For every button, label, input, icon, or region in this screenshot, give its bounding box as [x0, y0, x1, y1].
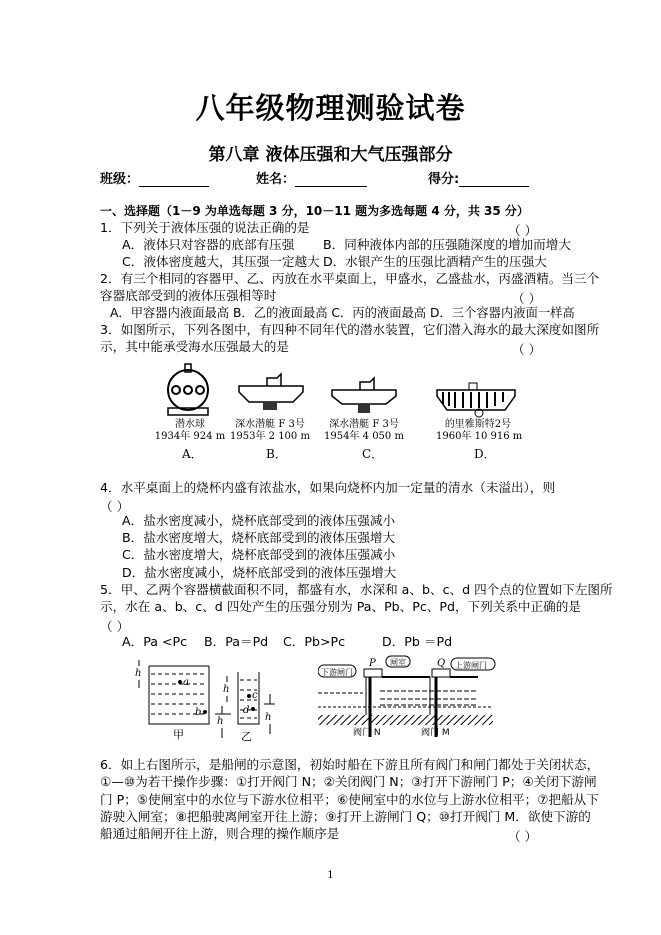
- fig-a-name: 潜水球: [175, 419, 205, 430]
- q4-option-a: A．盐水密度减小，烧杯底部受到的液体压强减小: [122, 513, 396, 528]
- point-d-label: d: [243, 705, 250, 716]
- h-label-jia-top: h: [135, 668, 142, 679]
- q6-line1: 6．如上右图所示，是船闸的示意图，初始时船在下游且所有阀门和闸门都处于关闭状态，: [100, 757, 600, 772]
- q4-answer-paren[interactable]: （ ）: [100, 499, 130, 514]
- q1-stem: 1．下列关于液体压强的说法正确的是: [100, 220, 310, 235]
- score-label: 得分:: [428, 172, 460, 187]
- lock-chamber-label: 闸室: [390, 658, 406, 667]
- q2-options: A．甲容器内液面最高 B．乙的液面最高 C．丙的液面最高 D．三个容器内液面一样高: [110, 306, 575, 320]
- class-field: [100, 168, 209, 187]
- gate-q-label: Q: [437, 658, 446, 669]
- q6-line3: 门 P；⑤使闸室中的水位与下游水位相平；⑥使闸室中的水位与上游水位相平；⑦把船从下: [100, 792, 599, 807]
- page-number: 1: [327, 870, 334, 881]
- h-label-yi-top: h: [223, 684, 230, 695]
- point-a-label: a: [183, 677, 189, 688]
- q5-stem-line2: 示，水在 a、b、c、d 四处产生的压强分别为 Pa、Pb、Pc、Pd，下列关系中正确的是: [100, 599, 581, 614]
- q5-option-d: D．Pb ＝Pd: [382, 634, 453, 649]
- q3-answer-paren[interactable]: （ ）: [512, 342, 542, 357]
- valve-n-label: 阀门 N: [353, 728, 381, 738]
- trieste-figure: [435, 380, 517, 418]
- q1-option-a: A．液体只对容器的底部有压强: [122, 237, 295, 252]
- q6-line4: 游驶入闸室；⑧把船驶离闸室开往上游；⑨打开上游闸门 Q；⑩打开阀门 M．欲使下游的: [100, 809, 591, 824]
- fig-c-info: 1954年 4 050 m: [324, 431, 404, 442]
- name-label: 姓名：: [256, 172, 296, 187]
- fig-a-label: A．: [182, 447, 203, 461]
- point-c-label: c: [252, 690, 258, 701]
- submarine-f3-1953-figure: [237, 372, 305, 416]
- fig-c-label: C．: [362, 447, 384, 461]
- q2-stem-line1: 2．有三个相同的容器甲、乙、丙放在水平桌面上，甲盛水，乙盛盐水，丙盛酒精。当三个: [100, 271, 600, 286]
- q5-option-b: B．Pa＝Pd: [204, 634, 269, 649]
- fig-b-label: B．: [266, 447, 287, 461]
- q3-stem-line1: 3．如图所示，下列各图中，有四种不同年代的潜水装置，它们潜入海水的最大深度如图所: [100, 322, 600, 337]
- section-heading: 一、选择题（1－9 为单选每题 3 分，10－11 题为多选每题 4 分，共 35 分）: [100, 204, 529, 218]
- chapter-subtitle: 第八章 液体压强和大气压强部分: [208, 145, 453, 165]
- q1-option-d: D．水银产生的压强比酒精产生的压强大: [323, 254, 547, 269]
- fig-a-caption: [150, 419, 230, 443]
- fig-c-name: 深水潜艇 F 3号: [329, 419, 399, 430]
- gate-p-label: P: [369, 658, 376, 669]
- q2-stem-line2: 容器底部受到的液体压强相等时: [100, 288, 277, 303]
- upstream-gate-label: 上游闸门: [455, 661, 487, 670]
- q2-answer-paren[interactable]: （ ）: [512, 291, 542, 306]
- q6-line5: 船通过船闸开往上游，则合理的操作顺序是: [100, 826, 340, 841]
- fig-d-info: 1960年 10 916 m: [436, 431, 523, 442]
- fig-c-caption: [324, 419, 404, 443]
- h-label-yi-bottom: h: [265, 712, 272, 723]
- name-blank[interactable]: [295, 174, 367, 187]
- q4-option-c: C．盐水密度增大，烧杯底部受到的液体压强减小: [122, 547, 396, 562]
- point-b-label: b: [195, 707, 202, 718]
- class-label: 班级：: [100, 172, 140, 187]
- q4-option-d: D．盐水密度减小，烧杯底部受到的液体压强增大: [122, 565, 397, 580]
- bathysphere-figure: [160, 362, 220, 417]
- name-field: [256, 168, 367, 187]
- fig-b-name: 深水潜艇 F 3号: [235, 419, 305, 430]
- fig-d-name: 的里雅斯特2号: [444, 419, 512, 430]
- q6-line2: ①—⑩为若干操作步骤：①打开阀门 N；②关闭阀门 N；③打开下游闸门 P；④关闭下游闸: [100, 774, 597, 789]
- page-title: 八年级物理测验试卷: [195, 91, 466, 125]
- q5-option-a: A．Pa <Pc: [122, 634, 188, 649]
- q5-stem-line1: 5．甲、乙两个容器横截面积不同，都盛有水，水深和 a、b、c、d 四个点的位置如下左图所: [100, 582, 613, 597]
- fig-d-label: D．: [474, 447, 496, 461]
- valve-m-label: 阀门 M: [421, 728, 450, 738]
- q3-stem-line2: 示，其中能承受海水压强最大的是: [100, 339, 289, 354]
- submarine-f3-1954-figure: [330, 376, 398, 416]
- containers-jia-yi-figure: [135, 658, 285, 748]
- fig-d-caption: [436, 419, 523, 443]
- q1-option-c: C．液体密度越大，其压强一定越大: [122, 254, 320, 269]
- fig-b-info: 1953年 2 100 m: [230, 431, 310, 442]
- q4-option-b: B．盐水密度增大，烧杯底部受到的液体压强增大: [122, 530, 396, 545]
- downstream-gate-label: 下游闸门: [321, 668, 353, 677]
- fig-b-caption: [230, 419, 310, 443]
- q4-stem: 4．水平桌面上的烧杯内盛有浓盐水，如果向烧杯内加一定量的清水（未溢出），则: [100, 480, 556, 495]
- q5-answer-paren[interactable]: （ ）: [100, 619, 130, 634]
- class-blank[interactable]: [139, 174, 209, 187]
- q1-option-b: B．同种液体内部的压强随深度的增加而增大: [323, 237, 571, 252]
- q5-option-c: C．Pb>Pc: [283, 634, 346, 649]
- q1-answer-paren[interactable]: （ ）: [508, 223, 538, 238]
- container-jia-label: 甲: [173, 728, 184, 741]
- h-label-jia-bottom: h: [217, 716, 224, 727]
- q6-answer-paren[interactable]: （ ）: [508, 829, 538, 844]
- score-field: [428, 168, 529, 187]
- ship-lock-figure: [318, 655, 498, 745]
- container-yi-label: 乙: [241, 730, 252, 743]
- score-blank[interactable]: [459, 174, 529, 187]
- fig-a-info: 1934年 924 m: [154, 431, 226, 442]
